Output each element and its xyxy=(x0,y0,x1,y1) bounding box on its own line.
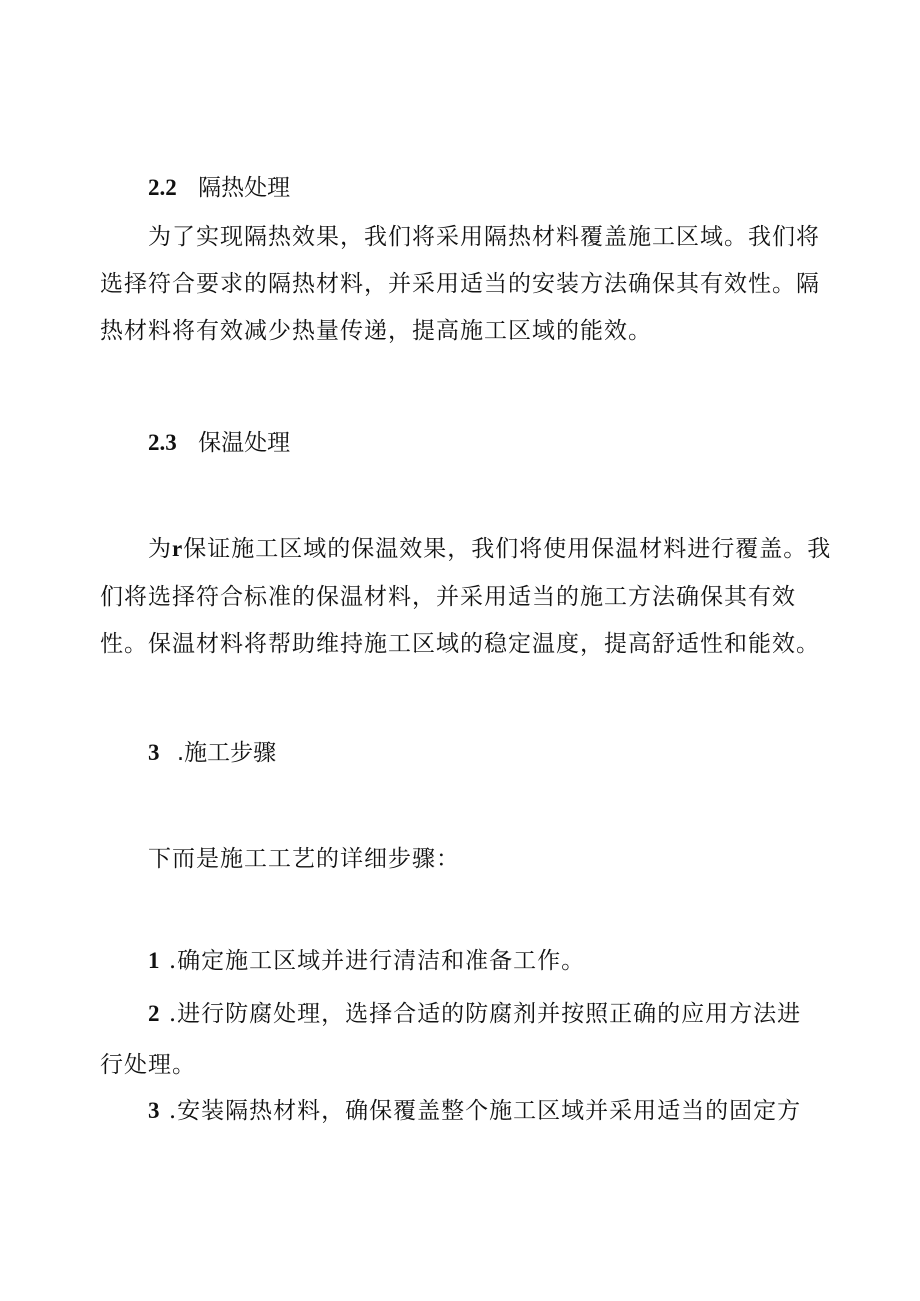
step-item-1 xyxy=(148,946,585,976)
line-body: 保证施工区域的保温效果，我们将使用保温材料进行覆盖。我 xyxy=(183,536,832,562)
paragraph-line: 热材料将有效减少热量传递，提高施工区域的能效。 xyxy=(100,318,652,344)
step-number: 1 xyxy=(148,948,161,973)
intro-text: 下而是施工工艺的详细步骤： xyxy=(148,846,460,872)
section-number: 2.3 xyxy=(148,430,177,455)
step-continuation: 行处理。 xyxy=(100,1052,196,1078)
stray-mark: r xyxy=(172,536,184,561)
section-title: .施工步骤 xyxy=(176,740,277,766)
paragraph-line: 选择符合要求的隔热材料，并采用适当的安装方法确保其有效性。隔 xyxy=(100,271,820,297)
paragraph-line: 为了实现隔热效果，我们将采用隔热材料覆盖施工区域。我们将 xyxy=(148,224,820,250)
step-item-2 xyxy=(148,999,801,1029)
step-text: .确定施工区域并进行清洁和准备工作。 xyxy=(168,948,586,974)
line-prefix: 为 xyxy=(148,536,172,562)
section-number: 3 xyxy=(148,740,160,765)
step-item-3 xyxy=(148,1096,801,1126)
section-title: 隔热处理 xyxy=(198,175,291,201)
paragraph-line xyxy=(148,534,831,564)
section-number: 2.2 xyxy=(148,175,177,200)
step-number: 3 xyxy=(148,1098,161,1123)
paragraph-line: 们将选择符合标准的保温材料，并采用适当的施工方法确保其有效 xyxy=(100,584,796,610)
section-heading-3 xyxy=(148,738,276,768)
section-title: 保温处理 xyxy=(198,430,291,456)
section-heading-2-3 xyxy=(148,428,290,458)
step-number: 2 xyxy=(148,1001,161,1026)
step-text: .安装隔热材料，确保覆盖整个施工区域并采用适当的固定方 xyxy=(168,1098,802,1124)
step-text: .进行防腐处理，选择合适的防腐剂并按照正确的应用方法进 xyxy=(168,1001,802,1027)
section-heading-2-2 xyxy=(148,173,290,203)
paragraph-line: 性。保温材料将帮助维持施工区域的稳定温度，提高舒适性和能效。 xyxy=(100,631,820,657)
